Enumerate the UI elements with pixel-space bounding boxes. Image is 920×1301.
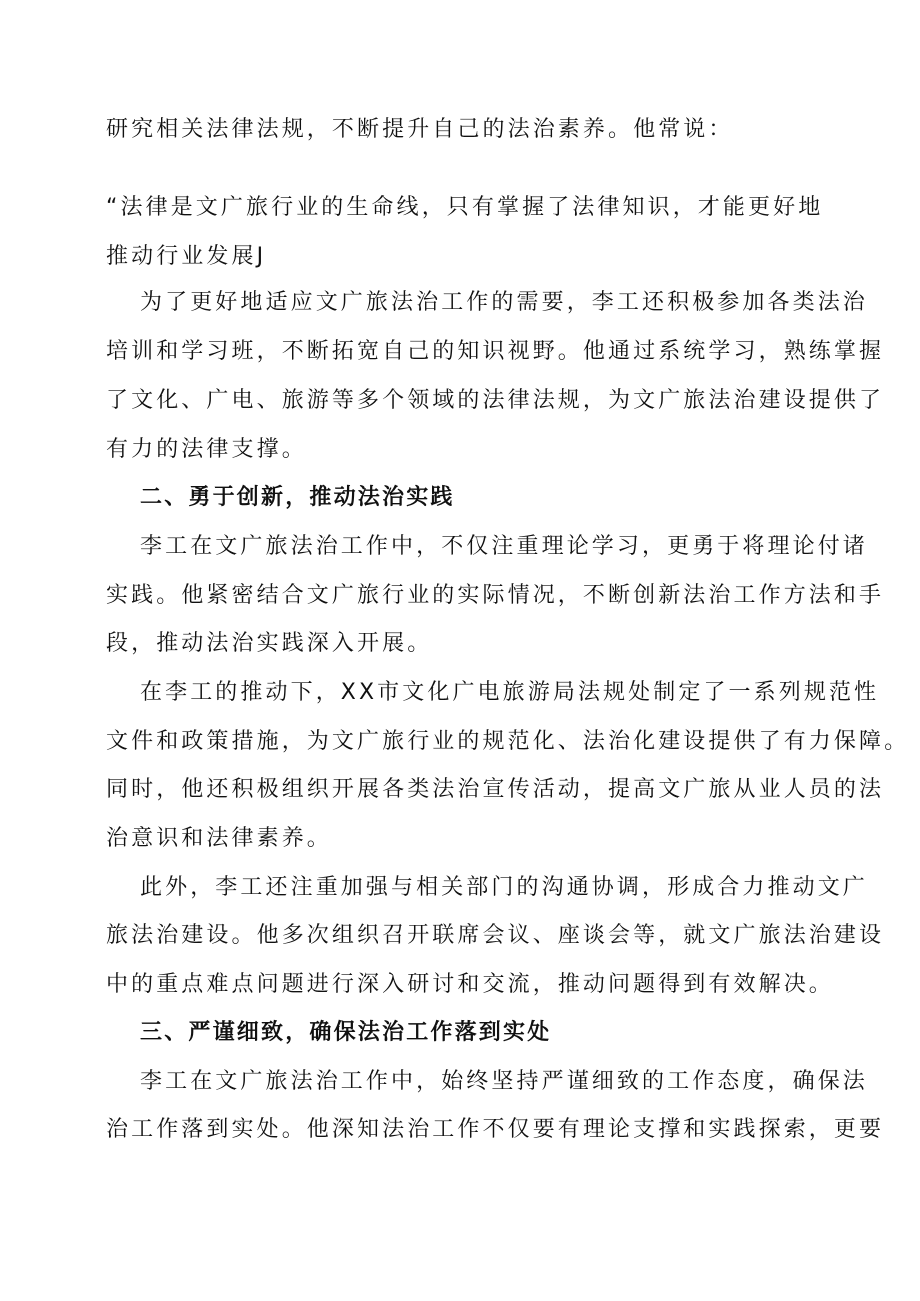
text-line: 了文化、广电、旅游等多个领域的法律法规，为文广旅法治建设提供了 <box>106 388 885 413</box>
text-line: 实践。他紧密结合文广旅行业的实际情况，不断创新法治工作方法和手 <box>106 583 885 608</box>
text-line: 同时，他还积极组织开展各类法治宣传活动，提高文广旅从业人员的法 <box>106 777 885 802</box>
text-line: 文件和政策措施，为文广旅行业的规范化、法治化建设提供了有力保障。 <box>106 729 910 754</box>
text-line: 段，推动法治实践深入开展。 <box>106 631 433 656</box>
text-line: 在李工的推动下，XX市文化广电旅游局法规处制定了一系列规范性 <box>140 680 880 705</box>
text-line: 研究相关法律法规，不断提升自己的法治素养。他常说： <box>106 117 734 142</box>
text-line: 治意识和法律素养。 <box>106 826 332 851</box>
text-line: “法律是文广旅行业的生命线，只有掌握了法律知识，才能更好地 <box>106 195 824 220</box>
text-line: 为了更好地适应文广旅法治工作的需要，李工还积极参加各类法治 <box>140 290 868 315</box>
text-line: 有力的法律支撑。 <box>106 437 307 462</box>
text-line: 治工作落到实处。他深知法治工作不仅要有理论支撑和实践探索，更要 <box>106 1117 885 1142</box>
text-line: 李工在文广旅法治工作中，始终坚持严谨细致的工作态度，确保法 <box>140 1069 868 1094</box>
text-line: 中的重点难点问题进行深入研讨和交流，推动问题得到有效解决。 <box>106 972 834 997</box>
text-line: 此外，李工还注重加强与相关部门的沟通协调，形成合力推动文广 <box>140 875 868 900</box>
text-line: 旅法治建设。他多次组织召开联席会议、座谈会等，就文广旅法治建设 <box>106 923 885 948</box>
text-line: 推动行业发展J <box>106 244 267 269</box>
section-heading: 二、勇于创新，推动法治实践 <box>140 485 455 510</box>
section-heading: 三、严谨细致，确保法治工作落到实处 <box>140 1020 552 1045</box>
text-line: 培训和学习班，不断拓宽自己的知识视野。他通过系统学习，熟练掌握 <box>106 339 885 364</box>
text-line: 李工在文广旅法治工作中，不仅注重理论学习，更勇于将理论付诸 <box>140 534 868 559</box>
